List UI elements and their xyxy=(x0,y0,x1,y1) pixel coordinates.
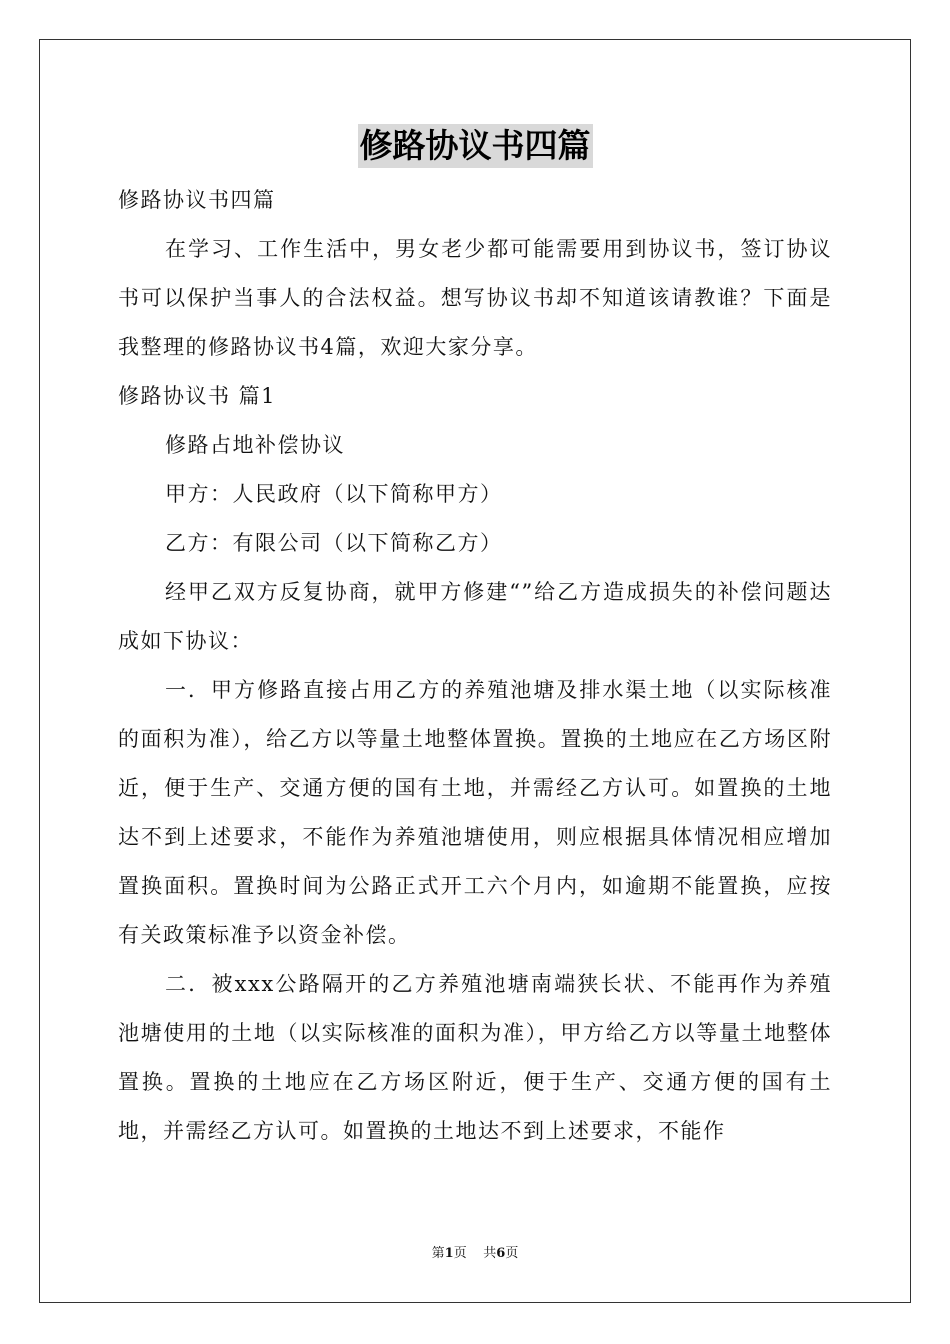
paragraph: 在学习、工作生活中，男女老少都可能需要用到协议书，签订协议书可以保护当事人的合法权益。想写协议书却不知道该请教谁？下面是我整理的修路协议书4篇，欢迎大家分享。 xyxy=(118,237,832,359)
paragraph: 一．甲方修路直接占用乙方的养殖池塘及排水渠土地（以实际核准的面积为准），给乙方以等量土地整体置换。置换的土地应在乙方场区附近，便于生产、交通方便的国有土地，并需经乙方认可。如置换的土地达不到上述要求，不能作为养殖池塘使用，则应根据具体情况相应增加置换面积。置换时间为公路正式开工六个月内，如逾期不能置换，应按有关政策标准予以资金补偿。 xyxy=(118,678,832,947)
total-suffix: 页 xyxy=(505,1246,519,1261)
document-title: 修路协议书四篇 xyxy=(358,124,593,168)
total-pages: 6 xyxy=(496,1246,506,1261)
paragraph: 甲方：人民政府（以下简称甲方） xyxy=(165,482,503,506)
document-body xyxy=(118,176,832,1156)
paragraph: 修路协议书四篇 xyxy=(118,188,276,212)
paragraph: 经甲乙双方反复协商，就甲方修建“”给乙方造成损失的补偿问题达成如下协议： xyxy=(118,580,832,653)
page-footer xyxy=(0,1244,950,1264)
title-wrap xyxy=(0,124,950,168)
page-suffix: 页 xyxy=(453,1246,467,1261)
page-prefix: 第 xyxy=(431,1246,445,1261)
paragraph: 修路占地补偿协议 xyxy=(165,433,345,457)
page-number: 1 xyxy=(444,1246,454,1261)
paragraph: 二．被xxx公路隔开的乙方养殖池塘南端狭长状、不能再作为养殖池塘使用的土地（以实际核准的面积为准），甲方给乙方以等量土地整体置换。置换的土地应在乙方场区附近，便于生产、交通方便的国有土地，并需经乙方认可。如置换的土地达不到上述要求，不能作 xyxy=(118,972,832,1143)
total-prefix: 共 xyxy=(483,1246,497,1261)
paragraph: 修路协议书 篇1 xyxy=(118,384,277,408)
paragraph: 乙方：有限公司（以下简称乙方） xyxy=(165,531,503,555)
